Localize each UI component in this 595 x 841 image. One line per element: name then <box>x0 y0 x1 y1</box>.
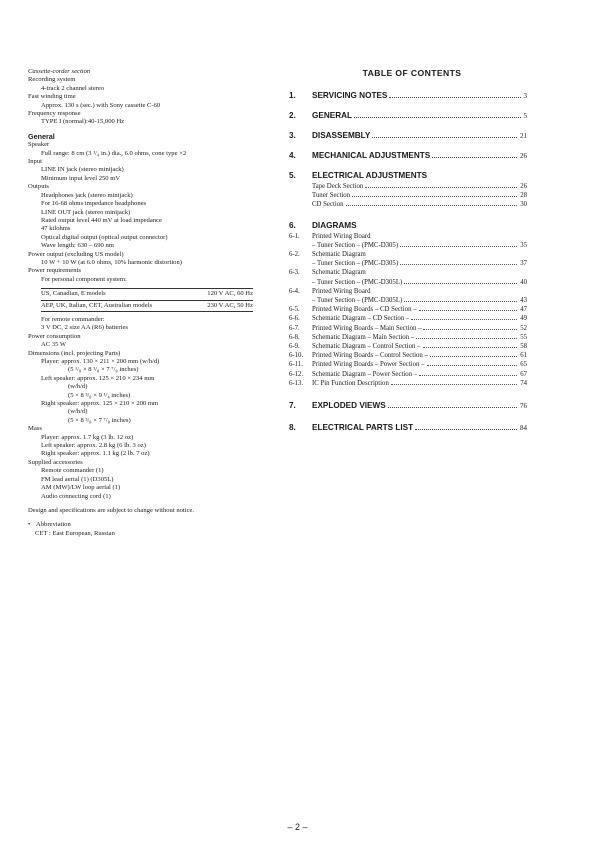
toc-subentry-label: Printed Wiring Boards – Power Section – <box>312 361 425 369</box>
toc-subentry[interactable] <box>289 370 527 379</box>
toc-subentry-page: 30 <box>520 201 527 209</box>
spec-value: For remote commander: <box>41 315 105 323</box>
toc-subentry-label: – Tuner Section – (PMC-D305L) <box>312 297 403 305</box>
spec-value: FM lead aerial (1) (D305L) <box>41 475 114 483</box>
toc-entry-page: 5 <box>523 112 527 120</box>
toc-subentry-page: 26 <box>520 183 527 190</box>
spec-value: Player: approx. 130 × 211 × 200 mm (w/h/d) <box>41 358 160 365</box>
toc-entry-label: ELECTRICAL ADJUSTMENTS <box>312 171 428 180</box>
toc-subentry[interactable] <box>289 314 527 323</box>
leader-dots <box>415 429 517 430</box>
abbreviation-heading <box>28 521 273 529</box>
toc-entry-label: ELECTRICAL PARTS LIST <box>312 423 414 433</box>
toc-entry-label: EXPLODED VIEWS <box>312 401 386 411</box>
toc-entry-number: 6. <box>289 220 296 230</box>
abbreviation-cet: CET : East European, Russian <box>35 529 115 537</box>
toc-subentry-page: 40 <box>520 278 527 286</box>
toc-subentry-title: Schematic Diagram <box>312 269 366 277</box>
leader-dots <box>419 310 518 311</box>
spec-value: For personal component system: <box>41 275 127 283</box>
spec-value: Left speaker: approx. 125 × 210 × 234 mm <box>41 374 155 382</box>
toc-subentry-label: CD Section <box>312 201 344 209</box>
page-number: – 2 – <box>287 822 308 832</box>
spec-value: (w/h/d) <box>68 383 88 391</box>
spec-value: 47 kilohms <box>41 225 71 233</box>
toc-subentry[interactable] <box>289 342 527 351</box>
toc-subentry-heading <box>289 287 527 296</box>
toc-subentry-number: 6-13. <box>289 379 304 387</box>
table-row <box>41 300 253 311</box>
leader-dots <box>354 117 520 118</box>
table-cell-models: AEP, UK, Italian, CET, Australian models <box>41 301 153 309</box>
spec-value: Audio connecting cord (1) <box>41 492 111 500</box>
spec-value: Rated output level 440 mV at load impedance <box>41 216 162 224</box>
leader-dots <box>427 365 518 366</box>
toc-entry-page: 3 <box>523 92 527 100</box>
leader-dots <box>372 137 517 138</box>
toc-subentry-page: 58 <box>520 343 527 351</box>
toc-entry-number: 7. <box>289 401 296 411</box>
spec-label: Frequency response <box>28 110 81 118</box>
leader-dots <box>352 196 517 197</box>
spec-value: Approx. 130 s (sec.) with Sony cassette C-60 <box>41 101 161 109</box>
abbreviation-label: Abbreviation <box>35 521 71 529</box>
leader-dots <box>389 97 520 98</box>
toc-subentry-heading <box>289 232 527 241</box>
spec-value: Right speaker: approx. 1.1 kg (2 lb. 7 oz) <box>41 450 150 458</box>
leader-dots <box>365 187 517 188</box>
toc-subentry-number: 6-3. <box>289 269 300 277</box>
spec-label: Supplied accessories <box>28 458 83 466</box>
leader-dots <box>391 384 517 385</box>
toc-entry-label: SERVICING NOTES <box>312 91 388 100</box>
spec-value: 10 W + 10 W (at 6.0 ohms, 10% harmonic distortion) <box>41 258 182 266</box>
toc-subentry-label: Printed Wiring Boards – Main Section – <box>312 324 422 332</box>
toc-entry-number: 5. <box>289 171 296 180</box>
spec-value: LINE IN jack (stereo minijack) <box>41 166 124 174</box>
table-cell-models: US, Canadian, E models <box>41 290 106 298</box>
spec-value: LINE OUT jack (stereo minijack) <box>41 208 131 216</box>
toc-entry-electrical-adjustments[interactable] <box>289 171 527 180</box>
toc-subentry-heading <box>289 250 527 259</box>
toc-subentry-tape-deck[interactable] <box>289 182 527 191</box>
leader-dots <box>400 246 517 247</box>
general-section-heading: General <box>28 131 55 141</box>
leader-dots <box>346 205 518 206</box>
toc-subentry-number: 6-12. <box>289 370 304 378</box>
toc-entry-page: 21 <box>520 132 527 140</box>
toc-subentry-label: Schematic Diagram – Power Section – <box>312 370 418 378</box>
spec-value: Full range: 8 cm (3 ¹/₄ in.) dia., 6.0 ohms, cone type ×2 <box>41 149 187 157</box>
design-note: Design and specifications are subject to change without notice. <box>28 506 195 514</box>
toc-subentry-title: Printed Wiring Board <box>312 287 371 295</box>
toc-subentry-page: 67 <box>520 370 527 378</box>
toc-entry-mechanical-adjustments[interactable] <box>289 151 527 160</box>
toc-title: TABLE OF CONTENTS <box>362 68 462 78</box>
toc-subentry-page: 61 <box>520 352 527 360</box>
leader-dots <box>416 338 517 339</box>
toc-subentry[interactable] <box>289 379 527 388</box>
toc-subentry-number: 6-4. <box>289 287 300 295</box>
toc-subentry-label: Printed Wiring Boards – CD Section – <box>312 306 417 314</box>
toc-subentry-label: – Tuner Section – (PMC-D305L) <box>312 278 403 286</box>
toc-subentry-page: 35 <box>520 241 527 249</box>
toc-entry-label: DISASSEMBLY <box>312 131 371 140</box>
spec-label: Input <box>28 158 42 166</box>
toc-subentry-number: 6-6. <box>289 315 300 323</box>
toc-entry-servicing-notes[interactable] <box>289 91 527 100</box>
toc-entry-number: 3. <box>289 131 296 140</box>
spec-value: For 16-68 ohms impedance headphones <box>41 200 147 208</box>
spec-label: Dimensions (incl. projecting Parts) <box>28 349 121 357</box>
spec-label: Mass <box>28 425 42 433</box>
leader-dots <box>411 319 517 320</box>
spec-value: (w/h/d) <box>68 408 88 416</box>
toc-subentry-label: Tuner Section <box>312 192 351 200</box>
toc-subentry[interactable] <box>289 333 527 342</box>
toc-subentry-number: 6-1. <box>289 232 300 240</box>
voltage-table <box>41 288 253 312</box>
toc-subentry[interactable] <box>289 296 527 305</box>
spec-label: Power requirements <box>28 267 81 275</box>
toc-entry-electrical-parts-list[interactable] <box>289 423 527 432</box>
toc-subentry-page: 47 <box>520 306 527 314</box>
toc-subentry-number: 6-11. <box>289 361 303 369</box>
spec-value: Wave length: 630 – 690 nm <box>41 242 114 250</box>
toc-subentry-page: 65 <box>520 361 527 369</box>
toc-entry-page: 26 <box>520 152 527 160</box>
spec-label: Outputs <box>28 183 49 191</box>
toc-subentry-tuner[interactable] <box>289 191 527 200</box>
spec-label: Speaker <box>28 141 50 149</box>
toc-entry-page: 84 <box>520 424 527 433</box>
spec-label: Recording system <box>28 76 76 84</box>
toc-entry-label: GENERAL <box>312 111 353 120</box>
spec-value: Headphones jack (stereo minijack) <box>41 191 133 199</box>
toc-entry-label: DIAGRAMS <box>312 220 357 230</box>
table-row <box>41 289 253 299</box>
spec-value: Minimum input level 250 mV <box>41 174 121 182</box>
spec-value: (5 × 8 ³/₈ × 9 ¹/₄ inches) <box>68 391 131 399</box>
toc-entry-label: MECHANICAL ADJUSTMENTS <box>312 151 431 160</box>
toc-subentry-label: IC Pin Function Description <box>312 379 389 387</box>
spec-label: Power output (excluding US model) <box>28 250 124 258</box>
toc-subentry[interactable] <box>289 241 527 250</box>
spec-value: TYPE I (normal):40-15,000 Hz <box>41 118 125 126</box>
toc-entry-diagrams[interactable] <box>289 221 527 230</box>
toc-subentry-heading <box>289 268 527 277</box>
table-cell-power: 230 V AC, 50 Hz <box>207 301 253 309</box>
spec-label: Power consumption <box>28 332 81 340</box>
toc-subentry-page: 55 <box>520 333 527 341</box>
specifications-column <box>28 68 273 538</box>
toc-entry-exploded-views[interactable] <box>289 401 527 410</box>
leader-dots <box>423 347 518 348</box>
toc-subentry[interactable] <box>289 351 527 360</box>
toc-entry-general[interactable] <box>289 111 527 120</box>
toc-subentry-label: – Tuner Section – (PMC-D305) <box>312 241 399 249</box>
toc-entry-page: 76 <box>520 402 527 411</box>
toc-subentry-label: Printed Wiring Boards – Control Section – <box>312 352 428 360</box>
toc-subentry[interactable] <box>289 324 527 333</box>
toc-subentry-number: 6-9. <box>289 343 300 351</box>
toc-entry-number: 1. <box>289 91 296 100</box>
toc-entry-number: 2. <box>289 111 296 120</box>
toc-subentry-page: 28 <box>520 192 527 200</box>
toc-subentry[interactable] <box>289 259 527 268</box>
bullet-icon: • <box>28 521 31 529</box>
table-cell-power: 120 V AC, 60 Hz <box>207 290 253 298</box>
leader-dots <box>404 283 517 284</box>
toc-subentry-page: 52 <box>520 324 527 332</box>
toc-subentry-title: Printed Wiring Board <box>312 232 371 240</box>
toc-subentry-page: 49 <box>520 315 527 323</box>
toc-entry-disassembly[interactable] <box>289 131 527 140</box>
leader-dots <box>430 356 517 357</box>
leader-dots <box>388 407 517 408</box>
toc-subentry-number: 6-2. <box>289 251 300 259</box>
toc-subentry-page: 43 <box>520 297 527 305</box>
spec-value: AC 35 W <box>41 341 67 349</box>
spec-value: Optical digital output (optical output connector) <box>41 233 168 241</box>
toc-subentry-title: Schematic Diagram <box>312 251 366 259</box>
spec-value: (5 ¹/₈ × 8 ³/₈ × 7 ⁷/₈ inches) <box>68 366 139 374</box>
spec-value: Right speaker: approx. 125 × 210 × 200 mm <box>41 400 159 408</box>
spec-value: 4-track 2 channel stereo <box>41 84 105 92</box>
leader-dots <box>400 264 517 265</box>
spec-value: Left speaker: approx. 2.8 kg (6 lb. 3 oz) <box>41 442 146 450</box>
spec-value: Remote commander (1) <box>41 467 104 475</box>
toc-subentry-label: Schematic Diagram – Main Section – <box>312 333 415 341</box>
cassette-section-heading: Cassette-corder section <box>28 68 91 75</box>
toc-subentry-label: Schematic Diagram – CD Section – <box>312 315 410 323</box>
toc-subentry[interactable] <box>289 305 527 314</box>
toc-subentry-label: Schematic Diagram – Control Section – <box>312 343 421 351</box>
table-of-contents <box>289 68 527 432</box>
toc-entry-number: 4. <box>289 151 296 160</box>
leader-dots <box>432 157 517 158</box>
toc-subentry-cd[interactable] <box>289 200 527 209</box>
toc-subentry-label: – Tuner Section – (PMC-D305) <box>312 260 399 268</box>
leader-dots <box>419 375 517 376</box>
toc-subentry-number: 6-7. <box>289 324 300 332</box>
spec-value: AM (MW)/LW loop aerial (1) <box>41 484 121 492</box>
toc-subentry[interactable] <box>289 278 527 287</box>
toc-subentry-number: 6-10. <box>289 352 304 360</box>
toc-subentry-label: Tape Deck Section <box>312 183 364 190</box>
spec-value: (5 × 8 ³/₈ × 7 ⁷/₈ inches) <box>68 416 131 424</box>
toc-entry-number: 8. <box>289 423 296 433</box>
toc-subentry-number: 6-5. <box>289 306 300 314</box>
toc-subentry-number: 6-8. <box>289 333 300 341</box>
spec-value: 3 V DC, 2 size AA (R6) batteries <box>41 324 128 332</box>
toc-subentry[interactable] <box>289 360 527 369</box>
toc-subentry-page: 37 <box>520 260 527 268</box>
spec-value: Player: approx. 1.7 kg (3 lb. 12 oz) <box>41 433 134 441</box>
leader-dots <box>423 329 517 330</box>
toc-subentry-page: 74 <box>520 379 527 387</box>
spec-label: Fast winding time <box>28 93 76 101</box>
leader-dots <box>404 301 517 302</box>
